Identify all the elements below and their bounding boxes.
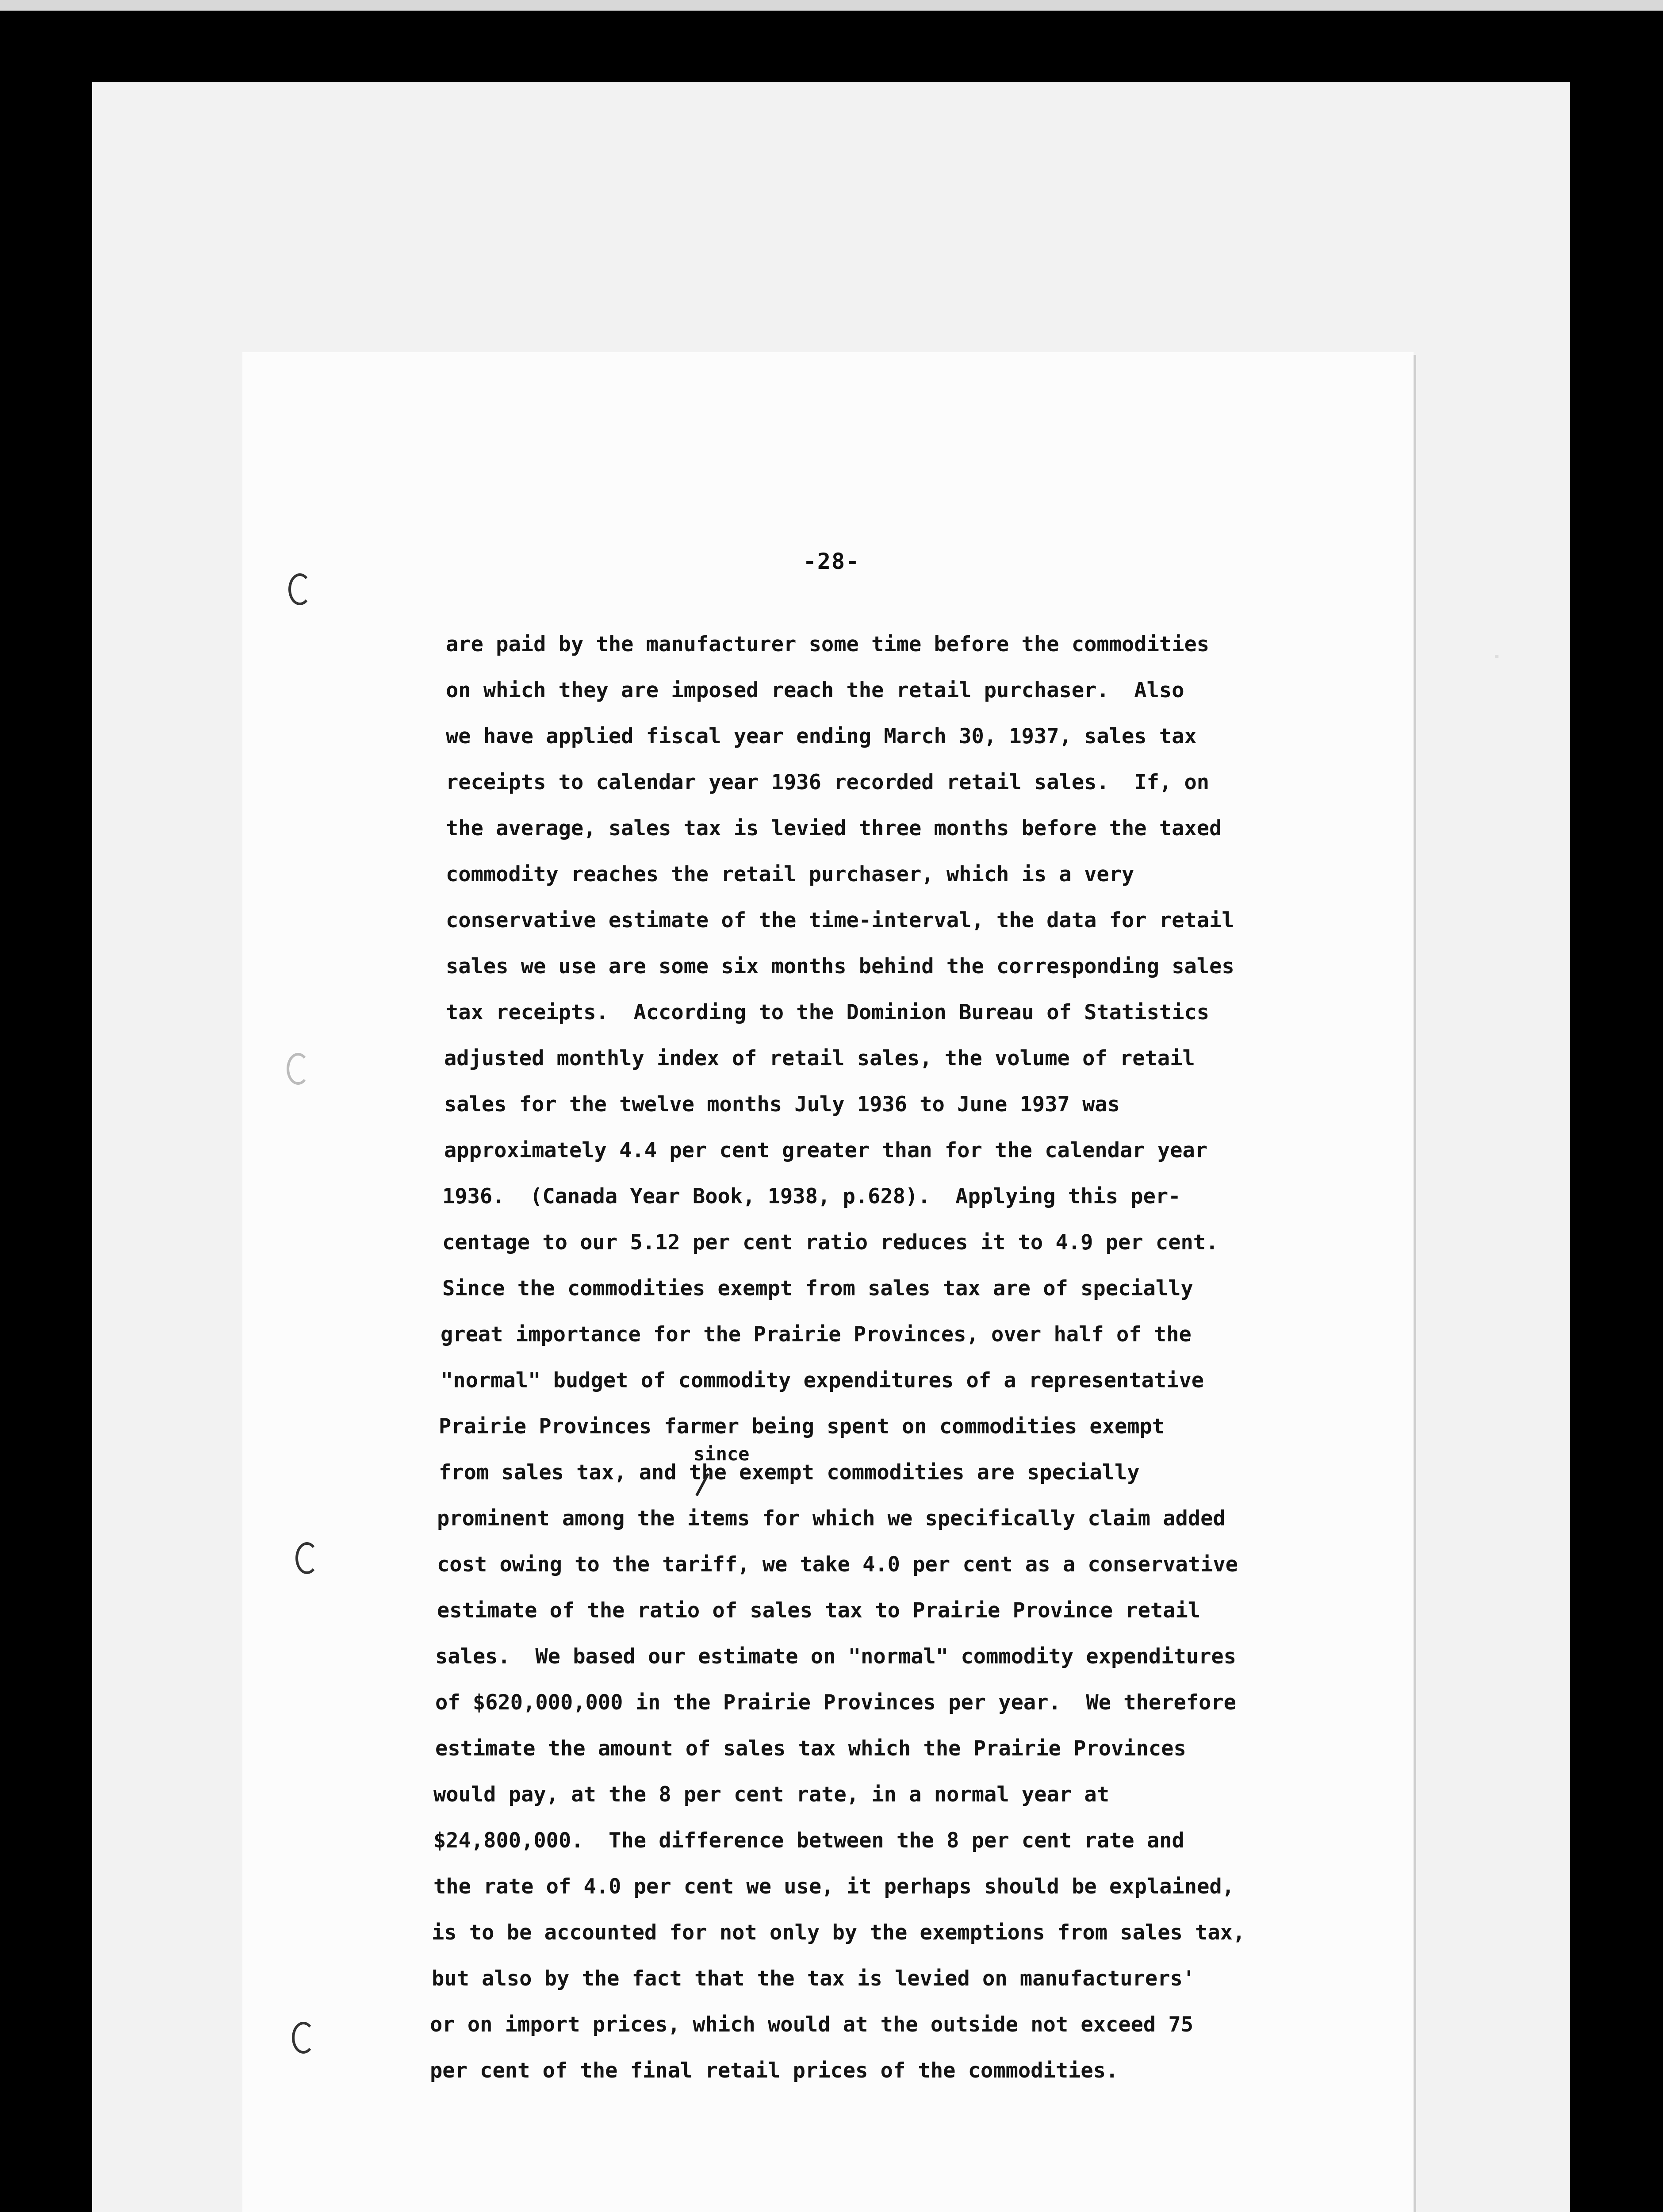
text-line: or on import prices, which would at the outside not exceed 75 (430, 2012, 1194, 2037)
text-line: "normal" budget of commodity expenditures of a representative (441, 1368, 1204, 1393)
handwritten-insertion: since (694, 1443, 750, 1465)
text-line: great importance for the Prairie Provinces, over half of the (441, 1322, 1192, 1347)
text-line: sales we use are some six months behind the corresponding sales (446, 954, 1234, 979)
text-line: $24,800,000. The difference between the 8 per cent rate and (433, 1828, 1184, 1853)
text-line: Since the commodities exempt from sales tax are of specially (442, 1276, 1193, 1301)
scan-top-edge (0, 0, 1663, 11)
text-line: Prairie Provinces farmer being spent on commodities exempt (439, 1414, 1165, 1439)
text-line: centage to our 5.12 per cent ratio reduces it to 4.9 per cent. (442, 1230, 1219, 1255)
text-line: is to be accounted for not only by the exemptions from sales tax, (432, 1920, 1245, 1945)
text-line: tax receipts. According to the Dominion Bureau of Statistics (446, 1000, 1210, 1025)
text-line: prominent among the items for which we specifically claim added (437, 1506, 1226, 1531)
text-line: per cent of the final retail prices of the commodities. (430, 2058, 1119, 2083)
text-line: cost owing to the tariff, we take 4.0 per cent as a conservative (437, 1552, 1238, 1577)
text-line: sales. We based our estimate on "normal" commodity expenditures (435, 1644, 1236, 1669)
punch-hole-icon (292, 2022, 315, 2054)
text-line: from sales tax, and the exempt commodities are specially (439, 1460, 1140, 1485)
text-line: we have applied fiscal year ending March 30, 1937, sales tax (446, 724, 1197, 749)
punch-hole-icon (287, 1053, 310, 1085)
text-line: receipts to calendar year 1936 recorded retail sales. If, on (446, 770, 1210, 795)
text-line: estimate the amount of sales tax which the Prairie Provinces (435, 1736, 1186, 1761)
text-line: conservative estimate of the time-interval, the data for retail (446, 908, 1234, 933)
text-line: sales for the twelve months July 1936 to June 1937 was (444, 1092, 1120, 1117)
text-line: 1936. (Canada Year Book, 1938, p.628). Applying this per- (442, 1184, 1181, 1209)
text-line: the average, sales tax is levied three months before the taxed (446, 816, 1222, 841)
text-line: the rate of 4.0 per cent we use, it perhaps should be explained, (433, 1874, 1234, 1899)
punch-hole-icon (288, 573, 311, 605)
text-line: would pay, at the 8 per cent rate, in a normal year at (433, 1782, 1110, 1807)
text-line: estimate of the ratio of sales tax to Prairie Province retail (437, 1598, 1201, 1623)
text-line: of $620,000,000 in the Prairie Provinces per year. We therefore (435, 1690, 1236, 1715)
page-number: -28- (803, 549, 860, 574)
text-line: adjusted monthly index of retail sales, the volume of retail (444, 1046, 1195, 1071)
text-line: on which they are imposed reach the retail purchaser. Also (446, 678, 1184, 703)
scan-speck (1495, 655, 1498, 658)
text-line: but also by the fact that the tax is levied on manufacturers' (432, 1966, 1196, 1991)
punch-hole-icon (295, 1542, 318, 1574)
text-line: commodity reaches the retail purchaser, which is a very (446, 862, 1134, 887)
typed-body-text (430, 622, 1345, 2094)
text-line: approximately 4.4 per cent greater than for the calendar year (444, 1138, 1208, 1163)
text-line: are paid by the manufacturer some time before the commodities (446, 632, 1210, 657)
